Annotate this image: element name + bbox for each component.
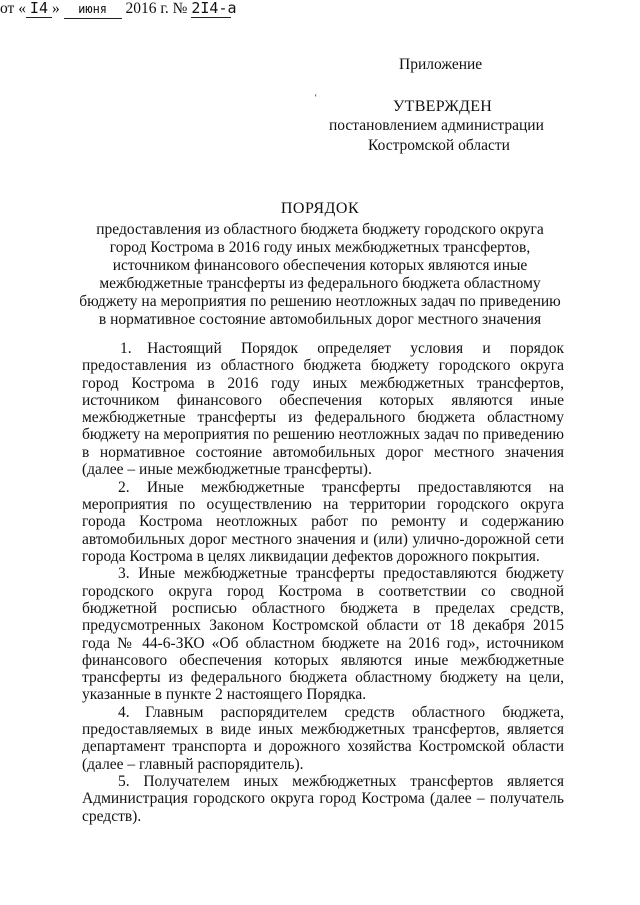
paragraph-3: 3. Иные межбюджетные трансферты предоставляются бюджету городского округа город Кострома в соответствии со сводной бюджетной росписью областного бюджета в пределах средств, предусмотренных Законом Костромской области от 18 декабря 2015 года № 44-6-ЗКО «Об областном бюджете на 2016 год», источником финансового обеспечения которых являются иные межбюджетные трансферты из федерального бюджета областному бюджету на цели, указанные в пункте 2 настоящего Порядка. [82, 565, 564, 704]
approval-region-line: Костромской области [368, 137, 510, 154]
date-day: I4 [26, 0, 52, 18]
date-month: июня [64, 1, 122, 19]
approved-heading: УТВЕРЖДЕН [393, 98, 493, 115]
appendix-label: Приложение [399, 56, 483, 73]
paragraph-1: 1. Настоящий Порядок определяет условия и порядок предоставления из областного бюджета бюджету городского округа город Кострома в 2016 году иных межбюджетных трансфертов, источником финансового обеспечения которых являются иные межбюджетные трансферты из федерального бюджета областному бюджету на мероприятия по решению неотложных задач по приведению в нормативное состояние автомобильных дорог местного значения (далее – иные межбюджетные трансферты). [82, 340, 564, 479]
stray-mark: ʻ [314, 93, 318, 104]
decree-number: 2I4-а [191, 0, 237, 17]
approval-authority-line: постановлением администрации [329, 117, 544, 134]
paragraph-4: 4. Главным распорядителем средств областного бюджета, предоставляемых в виде иных межбюджетных трансфертов, является департамент транспорта и дорожного хозяйства Костромской области (далее – главный распорядитель). [82, 703, 564, 773]
document-subtitle: предоставления из областного бюджета бюджету городского округа город Кострома в 2016 году иных межбюджетных трансфертов, источником финансового обеспечения которых являются иные межбюджетные трансферты из федерального бюджета областному бюджету на мероприятия по решению неотложных задач по приведению в нормативное состояние автомобильных дорог местного значения [79, 221, 561, 328]
date-prefix: от « [0, 0, 26, 17]
document-body [82, 340, 564, 825]
date-year-text: 2016 г. № [125, 0, 188, 17]
approval-date-line [0, 0, 640, 19]
paragraph-5: 5. Получателем иных межбюджетных трансфертов является Администрация городского округа город Кострома (далее – получатель средств). [82, 772, 564, 825]
date-quote-close: » [51, 0, 60, 17]
paragraph-2: 2. Иные межбюджетные трансферты предоставляются на мероприятия по осуществлению на территории городского округа города Кострома неотложных работ по ремонту и содержанию автомобильных дорог местного значения и (или) улично-дорожной сети города Кострома в целях ликвидации дефектов дорожного покрытия. [82, 478, 564, 566]
document-title: ПОРЯДОК [280, 200, 360, 217]
